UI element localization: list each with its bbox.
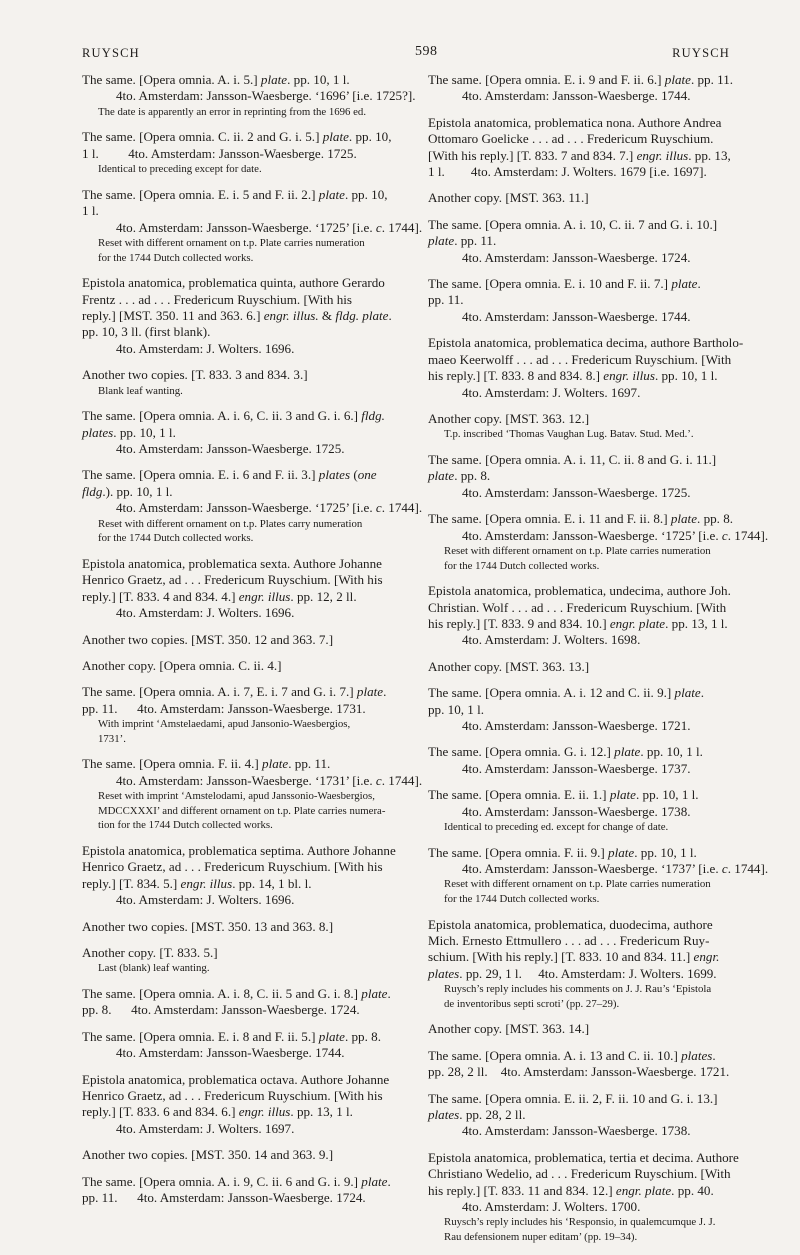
entry-note: Reset with imprint ‘Amstelodami, apud Janssonio-Waesbergios, <box>98 790 375 803</box>
entry-line: Another two copies. [MST. 350. 12 and 363. 7.] <box>82 631 334 647</box>
entry-line: Another two copies. [T. 833. 3 and 834. 3.] <box>82 367 308 383</box>
entry-line: Another copy. [MST. 363. 14.] <box>428 1021 590 1037</box>
entry-note: Reset with different ornament on t.p. Plates carry numeration <box>98 517 363 530</box>
entry-line: The same. [Opera omnia. A. i. 13 and C. ii. 10.] plates. <box>428 1047 716 1063</box>
entry-line: The same. [Opera omnia. A. i. 8, C. ii. 5 and G. i. 8.] plate. <box>82 985 391 1001</box>
entry-line: Epistola anatomica, problematica, undecima, authore Joh. <box>428 583 731 599</box>
entry-line: his reply.] [T. 833. 11 and 834. 12.] engr. plate. pp. 40. <box>428 1182 714 1198</box>
entry-line: his reply.] [T. 833. 9 and 834. 10.] engr. plate. pp. 13, 1 l. <box>428 615 728 631</box>
entry-imprint: 4to. Amsterdam: J. Wolters. 1696. <box>116 340 295 356</box>
entry-imprint: 4to. Amsterdam: Jansson-Waesberge. 1738. <box>462 1123 691 1139</box>
entry-line: plate. pp. 11. <box>428 233 497 249</box>
entry-line: The same. [Opera omnia. E. i. 10 and F. ii. 7.] plate. <box>428 276 701 292</box>
entry-line: Christiano Wedelio, ad . . . Fredericum Ruyschium. [With <box>428 1166 731 1182</box>
entry-note: Reset with different ornament on t.p. Plate carries numeration <box>98 237 365 250</box>
entry-note: for the 1744 Dutch collected works. <box>444 559 600 572</box>
entry-imprint: 4to. Amsterdam: Jansson-Waesberge. ‘1737’ [i.e. c. 1744]. <box>462 861 769 876</box>
catalogue-entry <box>82 186 423 265</box>
entry-line: Another copy. [MST. 363. 11.] <box>428 190 589 206</box>
catalogue-entry <box>82 367 412 398</box>
entry-line: The same. [Opera omnia. E. i. 8 and F. ii. 5.] plate. pp. 8. <box>82 1028 381 1044</box>
catalogue-entry <box>428 685 758 734</box>
entry-line: reply.] [T. 833. 4 and 834. 4.] engr. illus. pp. 12, 2 ll. <box>82 588 357 604</box>
entry-line: [With his reply.] [T. 833. 7 and 834. 7.] engr. illus. pp. 13, <box>428 147 731 163</box>
entry-line: plates. pp. 28, 2 ll. <box>428 1107 526 1123</box>
catalogue-entry <box>82 1029 412 1062</box>
entry-note: for the 1744 Dutch collected works. <box>444 893 600 905</box>
entry-line: The same. [Opera omnia. C. ii. 2 and G. i. 5.] plate. pp. 10, <box>82 129 392 145</box>
catalogue-entry <box>428 787 758 834</box>
entry-line: pp. 28, 2 ll. 4to. Amsterdam: Jansson-Waesberge. 1721. <box>428 1064 730 1080</box>
entry-line: Epistola anatomica, problematica decima, authore Bartholo- <box>428 335 744 351</box>
catalogue-entry <box>82 919 412 935</box>
catalogue-entry <box>82 1174 412 1207</box>
entry-note: Blank leaf wanting. <box>98 384 183 397</box>
catalogue-entry <box>82 756 423 833</box>
entry-line: Another copy. [Opera omnia. C. ii. 4.] <box>82 657 282 673</box>
entry-line: The same. [Opera omnia. E. i. 5 and F. ii. 2.] plate. pp. 10, <box>82 186 388 202</box>
entry-note: Identical to preceding except for date. <box>98 163 262 176</box>
catalogue-entry <box>82 556 412 622</box>
entry-line: The same. [Opera omnia. E. ii. 2, F. ii. 10 and G. i. 13.] <box>428 1090 718 1106</box>
entry-line: Henrico Graetz, ad . . . Fredericum Ruyschium. [With his <box>82 572 383 588</box>
entry-line: Another two copies. [MST. 350. 14 and 363. 9.] <box>82 1147 334 1163</box>
entry-line: Another copy. [MST. 363. 12.] <box>428 410 590 426</box>
entry-note: Reset with different ornament on t.p. Plate carries numeration <box>444 878 711 891</box>
catalogue-entry <box>82 275 412 357</box>
catalogue-entry <box>428 583 758 649</box>
entry-imprint: 4to. Amsterdam: Jansson-Waesberge. 1744. <box>116 1045 345 1061</box>
running-header <box>82 40 750 60</box>
entry-imprint: 4to. Amsterdam: J. Wolters. 1696. <box>116 605 295 621</box>
entry-imprint: 4to. Amsterdam: J. Wolters. 1700. <box>462 1199 641 1215</box>
entry-note: tion for the 1744 Dutch collected works. <box>98 819 273 832</box>
entry-imprint: 4to. Amsterdam: Jansson-Waesberge. 1725. <box>116 441 345 457</box>
entry-imprint: 4to. Amsterdam: Jansson-Waesberge. 1724. <box>462 249 691 265</box>
entry-line: The same. [Opera omnia. E. i. 6 and F. ii. 3.] plates (one <box>82 467 377 483</box>
catalogue-entry <box>428 452 758 501</box>
entry-imprint: 4to. Amsterdam: Jansson-Waesberge. 1744. <box>462 308 691 324</box>
entry-line: Christian. Wolf . . . ad . . . Fredericum Ruyschium. [With <box>428 599 727 615</box>
entry-line: Epistola anatomica, problematica septima. Authore Johanne <box>82 842 396 858</box>
running-head-right: RUYSCH <box>672 46 730 60</box>
catalogue-entry <box>82 632 412 648</box>
entry-line: The same. [Opera omnia. E. ii. 1.] plate. pp. 10, 1 l. <box>428 787 699 803</box>
entry-line: 1 l. 4to. Amsterdam: Jansson-Waesberge. 1725. <box>82 145 357 161</box>
entry-imprint: 4to. Amsterdam: Jansson-Waesberge. 1738. <box>462 803 691 819</box>
entry-line: Mich. Ernesto Ettmullero . . . ad . . . Fredericum Ruy- <box>428 933 710 948</box>
entry-line: The same. [Opera omnia. G. i. 12.] plate. pp. 10, 1 l. <box>428 744 703 760</box>
entry-line: Epistola anatomica, problematica nona. Authore Andrea <box>428 114 722 130</box>
catalogue-entry <box>82 986 412 1019</box>
catalogue-entry <box>428 217 758 266</box>
catalogue-entry <box>428 659 758 675</box>
entry-line: reply.] [T. 833. 6 and 834. 6.] engr. illus. pp. 13, 1 l. <box>82 1104 353 1120</box>
entry-note: MDCCXXXI’ and different ornament on t.p. Plate carries numera- <box>98 804 386 817</box>
entry-line: Epistola anatomica, problematica, duodecima, authore <box>428 916 713 932</box>
entry-imprint: 4to. Amsterdam: J. Wolters. 1697. <box>462 384 641 400</box>
entry-line: pp. 11. <box>428 292 464 308</box>
entry-note: de inventoribus septi scroti’ (pp. 27–29). <box>444 997 620 1010</box>
catalogue-entry <box>428 844 769 907</box>
entry-line: The same. [Opera omnia. F. ii. 9.] plate. pp. 10, 1 l. <box>428 844 697 860</box>
catalogue-entry <box>428 72 758 105</box>
entry-imprint: 4to. Amsterdam: Jansson-Waesberge. ‘1696’ [i.e. 1725?]. <box>116 88 416 104</box>
entry-imprint: 4to. Amsterdam: Jansson-Waesberge. ‘1725’ [i.e. c. 1744]. <box>116 500 423 516</box>
entry-imprint: 4to. Amsterdam: Jansson-Waesberge. 1737. <box>462 760 691 776</box>
entry-imprint: 4to. Amsterdam: J. Wolters. 1698. <box>462 632 641 648</box>
entry-line: pp. 11. 4to. Amsterdam: Jansson-Waesberge. 1731. <box>82 700 366 716</box>
entry-line: The same. [Opera omnia. A. i. 6, C. ii. 3 and G. i. 6.] fldg. <box>82 408 385 424</box>
entry-imprint: 4to. Amsterdam: J. Wolters. 1697. <box>116 1120 295 1136</box>
entry-line: Another two copies. [MST. 350. 13 and 363. 8.] <box>82 918 334 934</box>
catalogue-entry <box>428 335 758 401</box>
catalogue-entry <box>428 511 769 573</box>
catalogue-entry <box>82 843 412 909</box>
catalogue-entry <box>82 1072 412 1138</box>
entry-line: pp. 10, 3 ll. (first blank). <box>82 324 211 340</box>
entry-line: Henrico Graetz, ad . . . Fredericum Ruyschium. [With his <box>82 1087 383 1103</box>
entry-note: Rau defensionem nuper editam’ (pp. 19–34). <box>444 1231 638 1244</box>
entry-imprint: 4to. Amsterdam: Jansson-Waesberge. 1725. <box>462 484 691 500</box>
catalogue-entry <box>82 658 412 674</box>
entry-line: plate. pp. 8. <box>428 468 491 484</box>
entry-line: Ottomaro Goelicke . . . ad . . . Fredericum Ruyschium. <box>428 131 714 147</box>
catalogue-entry <box>82 129 412 176</box>
entry-line: reply.] [T. 834. 5.] engr. illus. pp. 14, 1 bl. l. <box>82 875 312 891</box>
entry-line: 1 l. <box>82 203 99 219</box>
catalogue-entry <box>428 411 758 442</box>
entry-line: The same. [Opera omnia. F. ii. 4.] plate. pp. 11. <box>82 756 331 772</box>
catalogue-entry <box>428 917 758 1012</box>
catalogue-entry <box>82 945 412 976</box>
catalogue-entry <box>82 1147 412 1163</box>
entry-line: plates. pp. 10, 1 l. <box>82 424 176 440</box>
entry-line: The same. [Opera omnia. A. i. 10, C. ii. 7 and G. i. 10.] <box>428 216 718 232</box>
right-column <box>428 72 769 1255</box>
entry-line: pp. 11. 4to. Amsterdam: Jansson-Waesberge. 1724. <box>82 1190 366 1205</box>
entry-line: pp. 8. 4to. Amsterdam: Jansson-Waesberge. 1724. <box>82 1002 360 1018</box>
entry-note: With imprint ‘Amstelaedami, apud Jansonio-Waesbergios, <box>98 718 351 731</box>
entry-note: 1731’. <box>98 732 126 745</box>
entry-line: The same. [Opera omnia. A. i. 11, C. ii. 8 and G. i. 11.] <box>428 451 717 467</box>
catalogue-entry <box>428 276 758 325</box>
entry-line: The same. [Opera omnia. A. i. 7, E. i. 7 and G. i. 7.] plate. <box>82 684 387 700</box>
page-number: 598 <box>415 44 438 59</box>
entry-line: schium. [With his reply.] [T. 833. 10 and 834. 11.] engr. <box>428 949 720 965</box>
entry-note: Last (blank) leaf wanting. <box>98 962 210 975</box>
catalogue-entry <box>428 1091 758 1140</box>
entry-imprint: 4to. Amsterdam: Jansson-Waesberge. 1721. <box>462 717 691 733</box>
entry-line: The same. [Opera omnia. E. i. 9 and F. ii. 6.] plate. pp. 11. <box>428 72 734 87</box>
entry-line: fldg.). pp. 10, 1 l. <box>82 483 173 499</box>
entry-line: Epistola anatomica, problematica sexta. Authore Johanne <box>82 555 382 571</box>
entry-imprint: 4to. Amsterdam: Jansson-Waesberge. ‘1731’ [i.e. c. 1744]. <box>116 772 423 788</box>
catalogue-entry <box>428 190 758 206</box>
entry-line: The same. [Opera omnia. A. i. 12 and C. ii. 9.] plate. <box>428 685 705 701</box>
entry-imprint: 4to. Amsterdam: Jansson-Waesberge. ‘1725’ [i.e. c. 1744]. <box>462 527 769 543</box>
left-column <box>82 72 423 1216</box>
entry-line: Epistola anatomica, problematica, tertia et decima. Authore <box>428 1149 739 1165</box>
running-head-left: RUYSCH <box>82 46 140 60</box>
catalogue-entry <box>428 115 758 181</box>
catalogue-entry <box>82 72 416 119</box>
entry-note: The date is apparently an error in reprinting from the 1696 ed. <box>98 105 367 118</box>
entry-note: Ruysch’s reply includes his ‘Responsio, in qualemcumque J. J. <box>444 1216 716 1229</box>
entry-line: The same. [Opera omnia. A. i. 9, C. ii. 6 and G. i. 9.] plate. <box>82 1173 391 1189</box>
catalogue-entry <box>82 684 412 746</box>
catalogue-entry <box>82 408 412 457</box>
entry-line: plates. pp. 29, 1 l. 4to. Amsterdam: J. Wolters. 1699. <box>428 965 717 981</box>
catalogue-entry <box>428 744 758 777</box>
entry-imprint: 4to. Amsterdam: J. Wolters. 1696. <box>116 892 295 908</box>
catalogue-entry <box>82 467 423 545</box>
entry-note: Reset with different ornament on t.p. Plate carries numeration <box>444 544 711 557</box>
entry-line: The same. [Opera omnia. A. i. 5.] plate. pp. 10, 1 l. <box>82 72 350 87</box>
entry-line: Epistola anatomica, problematica octava. Authore Johanne <box>82 1071 390 1087</box>
entry-line: Henrico Graetz, ad . . . Fredericum Ruyschium. [With his <box>82 859 383 875</box>
entry-note: T.p. inscribed ‘Thomas Vaughan Lug. Batav. Stud. Med.’. <box>444 428 694 441</box>
entry-line: Another copy. [MST. 363. 13.] <box>428 658 590 674</box>
catalogue-entry <box>428 1048 758 1081</box>
entry-line: 1 l. 4to. Amsterdam: J. Wolters. 1679 [i.e. 1697]. <box>428 164 707 180</box>
catalogue-entry <box>428 1150 758 1245</box>
entry-line: his reply.] [T. 833. 8 and 834. 8.] engr. illus. pp. 10, 1 l. <box>428 368 718 384</box>
entry-note: for the 1744 Dutch collected works. <box>98 251 254 264</box>
entry-line: maeo Keerwolff . . . ad . . . Fredericum Ruyschium. [With <box>428 351 732 367</box>
entry-note: Identical to preceding ed. except for change of date. <box>444 821 669 833</box>
entry-imprint: 4to. Amsterdam: Jansson-Waesberge. ‘1725’ [i.e. c. 1744]. <box>116 219 423 235</box>
entry-line: reply.] [MST. 350. 11 and 363. 6.] engr. illus. & fldg. plate. <box>82 308 392 324</box>
entry-line: Frentz . . . ad . . . Fredericum Ruyschium. [With his <box>82 291 353 307</box>
entry-line: Epistola anatomica, problematica quinta, authore Gerardo <box>82 275 385 291</box>
entry-line: Another copy. [T. 833. 5.] <box>82 944 218 960</box>
entry-imprint: 4to. Amsterdam: Jansson-Waesberge. 1744. <box>462 88 691 104</box>
entry-note: for the 1744 Dutch collected works. <box>98 532 254 545</box>
catalogue-entry <box>428 1021 758 1037</box>
entry-note: Ruysch’s reply includes his comments on J. J. Rau’s ‘Epistola <box>444 983 712 996</box>
entry-line: pp. 10, 1 l. <box>428 701 485 717</box>
entry-line: The same. [Opera omnia. E. i. 11 and F. ii. 8.] plate. pp. 8. <box>428 511 734 527</box>
